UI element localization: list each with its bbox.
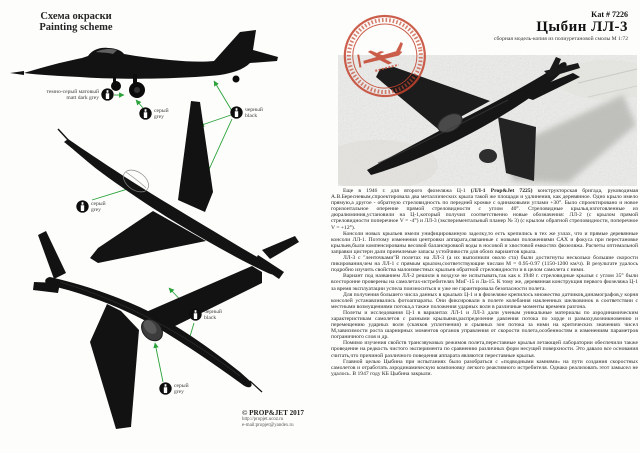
catalog-number: Kat # 7226 [591, 10, 628, 19]
paragraph-3: ЛЛ-3 с "ленточками"В полетах на ЛЛ-3 (а их выполнили около ста) были достигнуты несколько большие скорости пикирования,чем на ЛЛ-1 с прямым крылом,соответствующие числам М = 0.95-0.97 (1150-1200 км/ч). В результате удалось подробно изучить свойства малоизвестных крыльев обратной стреловидности и в целом самолета с ними. [331, 255, 638, 274]
label-grey-bottom-en: grey [174, 388, 184, 395]
page-title: Цыбин ЛЛ-3 [536, 19, 628, 35]
paint-icon [76, 200, 89, 213]
paragraph-6: Полеты и исследования Ц-1 в вариантах ЛЛ-1 и ЛЛ-3 дали ученым уникальные материалы по аэродинамическим характеристикам самолетов с разными крыльями,распределение давления потока по хорде и размаху,возникновению и перемещению ударных волн (скачков уплотнения) и срывных зон потока за ними на критических значениях чисел М,зависимости роста шарнирных моментов органов управления от скорости полета,особенностям и изменениям параметров пограничного слоя и др. [331, 309, 638, 341]
label-matt-dark-grey-en: matt dark grey [66, 94, 99, 101]
paint-icon [189, 308, 202, 321]
copyright-block [242, 409, 322, 428]
painting-scheme-heading [28, 11, 124, 33]
label-grey-bottom-ru: серый [174, 382, 189, 389]
paragraph-1 [331, 188, 638, 231]
label-matt-dark-grey [28, 88, 114, 101]
label-matt-dark-grey-ru: темно-серый матовый [46, 88, 99, 95]
kit-subtitle: сборная модель-копия из полиуретановой смолы М 1:72 [493, 36, 628, 42]
paragraph-5: Для получения большего числа данных в крыльях Ц-1 и в фюзеляже крепилось множество датчиков,динамографов,у корня консолей устанавливались фотоаппараты. Они фиксировали в полете колебания наклеенных шелковинок в соответствии с местными возмущениями потока,а также положения ударных волн в различные моменты времени разгона. [331, 291, 638, 310]
label-black-bottom-ru: черный [204, 308, 222, 315]
label-grey-mid-en: grey [91, 206, 101, 213]
email-address: e-mail:propjet@yandex.ru [242, 422, 294, 428]
label-grey-bottom [159, 382, 189, 395]
kit-reference-bold: (ЛЛ-1 Prop&Jet 7225) [470, 188, 533, 194]
article-text [331, 188, 638, 377]
paint-icon [139, 107, 152, 120]
bottom-view-silhouette [33, 231, 262, 429]
copyright-line: © PROP&JET 2017 [242, 409, 304, 417]
paragraph-2: Консоли новых крыльев имели унифицированную заделку,то есть крепились в тех же узлах, что и прямые деревянные консоли ЛЛ-1. Поэтому изменения центровки аппарата,связанные с новыми положениями САХ и фокуса при перестановке крыльев,были компенсированы весовой балансировкой воды в носовой и хвостовой емкостях фюзеляжа. Расчеты оптимальной заправки цистерн дали приемлемые запасы устойчивости для обоих вариантов крыла. [331, 230, 638, 255]
paragraph-7: Помимо изучения свойств трансзвуковых режимов полета,переставные крылья летающей лаборатории обеспечили также проведение на редкость чистого эксперимента по сравнению различных форм несущей поверхности. Это давало все основания считать,что причиной различного поведения аппарата являются переставные крылья. [331, 340, 638, 359]
label-grey-mid [76, 200, 106, 213]
label-grey-top [139, 107, 169, 120]
paragraph-1-lead: Еще в 1946 г. для второго фюзеляжа Ц-1 [343, 188, 471, 194]
paragraph-8: Главной целью Цыбина при испытаниях было разобраться с «подводными камнями» на пути создания скоростных самолетов и отработать аэродинамическую компоновку легкого реактивного истребителя. Однако реализовать этот замысел не удалось. В 1947 году КБ Цыбина закрыли. [331, 358, 638, 377]
paragraph-4: Вариант под названием ЛЛ-2 решили в воздухе не испытывать,так как к 1948 г. стреловидные крылья с углом 35° были всесторонне проверены на самолетах-истребителях МиГ-15 и Ла-15. К тому же, деревянная конструкция первого фюзеляжа Ц-1 за время эксплуатации успела поизноситься и уже не гарантировала безопасности полета. [331, 273, 638, 292]
website-url: http://propjet.ucoz.ru [242, 417, 284, 422]
label-black-bottom [189, 308, 222, 321]
title-block [494, 10, 628, 43]
paint-icon [159, 382, 172, 395]
paragraph-1-rest: конструкторская бригада, руководимая А.В.Бересневым,спроектировала два металлических крыла такой же площади и удлинения, как деревянное. Одно крыло имело прямую,а другое - обратную стреловидность по передней кромке с одинаковыми углами +30°. Было спроектировано и новое горизонтальное оперение прямой стреловидности с углом 40°. Стреловидные крылья,изготовленные из дюралюминия,установили на Ц-1,который получил соответственно новые обозначения: ЛЛ-2 (с крылом прямой стреловидности поперечное V = -4°) и ЛЛ-3 (экспериментальный планер № 3) (с крылом обратной стреловидности, поперечное V = +12°). [331, 188, 638, 231]
wing-panel-silhouette [178, 101, 213, 212]
paint-icon [230, 106, 243, 119]
label-grey-top-en: grey [154, 113, 164, 120]
label-black-bottom-en: black [204, 314, 217, 321]
heading-english: Painting scheme [39, 22, 113, 33]
label-black-top-en: black [245, 112, 258, 119]
paint-icon [101, 88, 114, 101]
label-grey-top-ru: серый [154, 107, 169, 114]
label-black-top [230, 106, 263, 119]
propjet-stamp [339, 12, 431, 102]
label-black-top-ru: черный [245, 106, 263, 113]
heading-russian: Схема окраски [40, 11, 112, 22]
label-grey-mid-ru: серый [91, 200, 106, 207]
